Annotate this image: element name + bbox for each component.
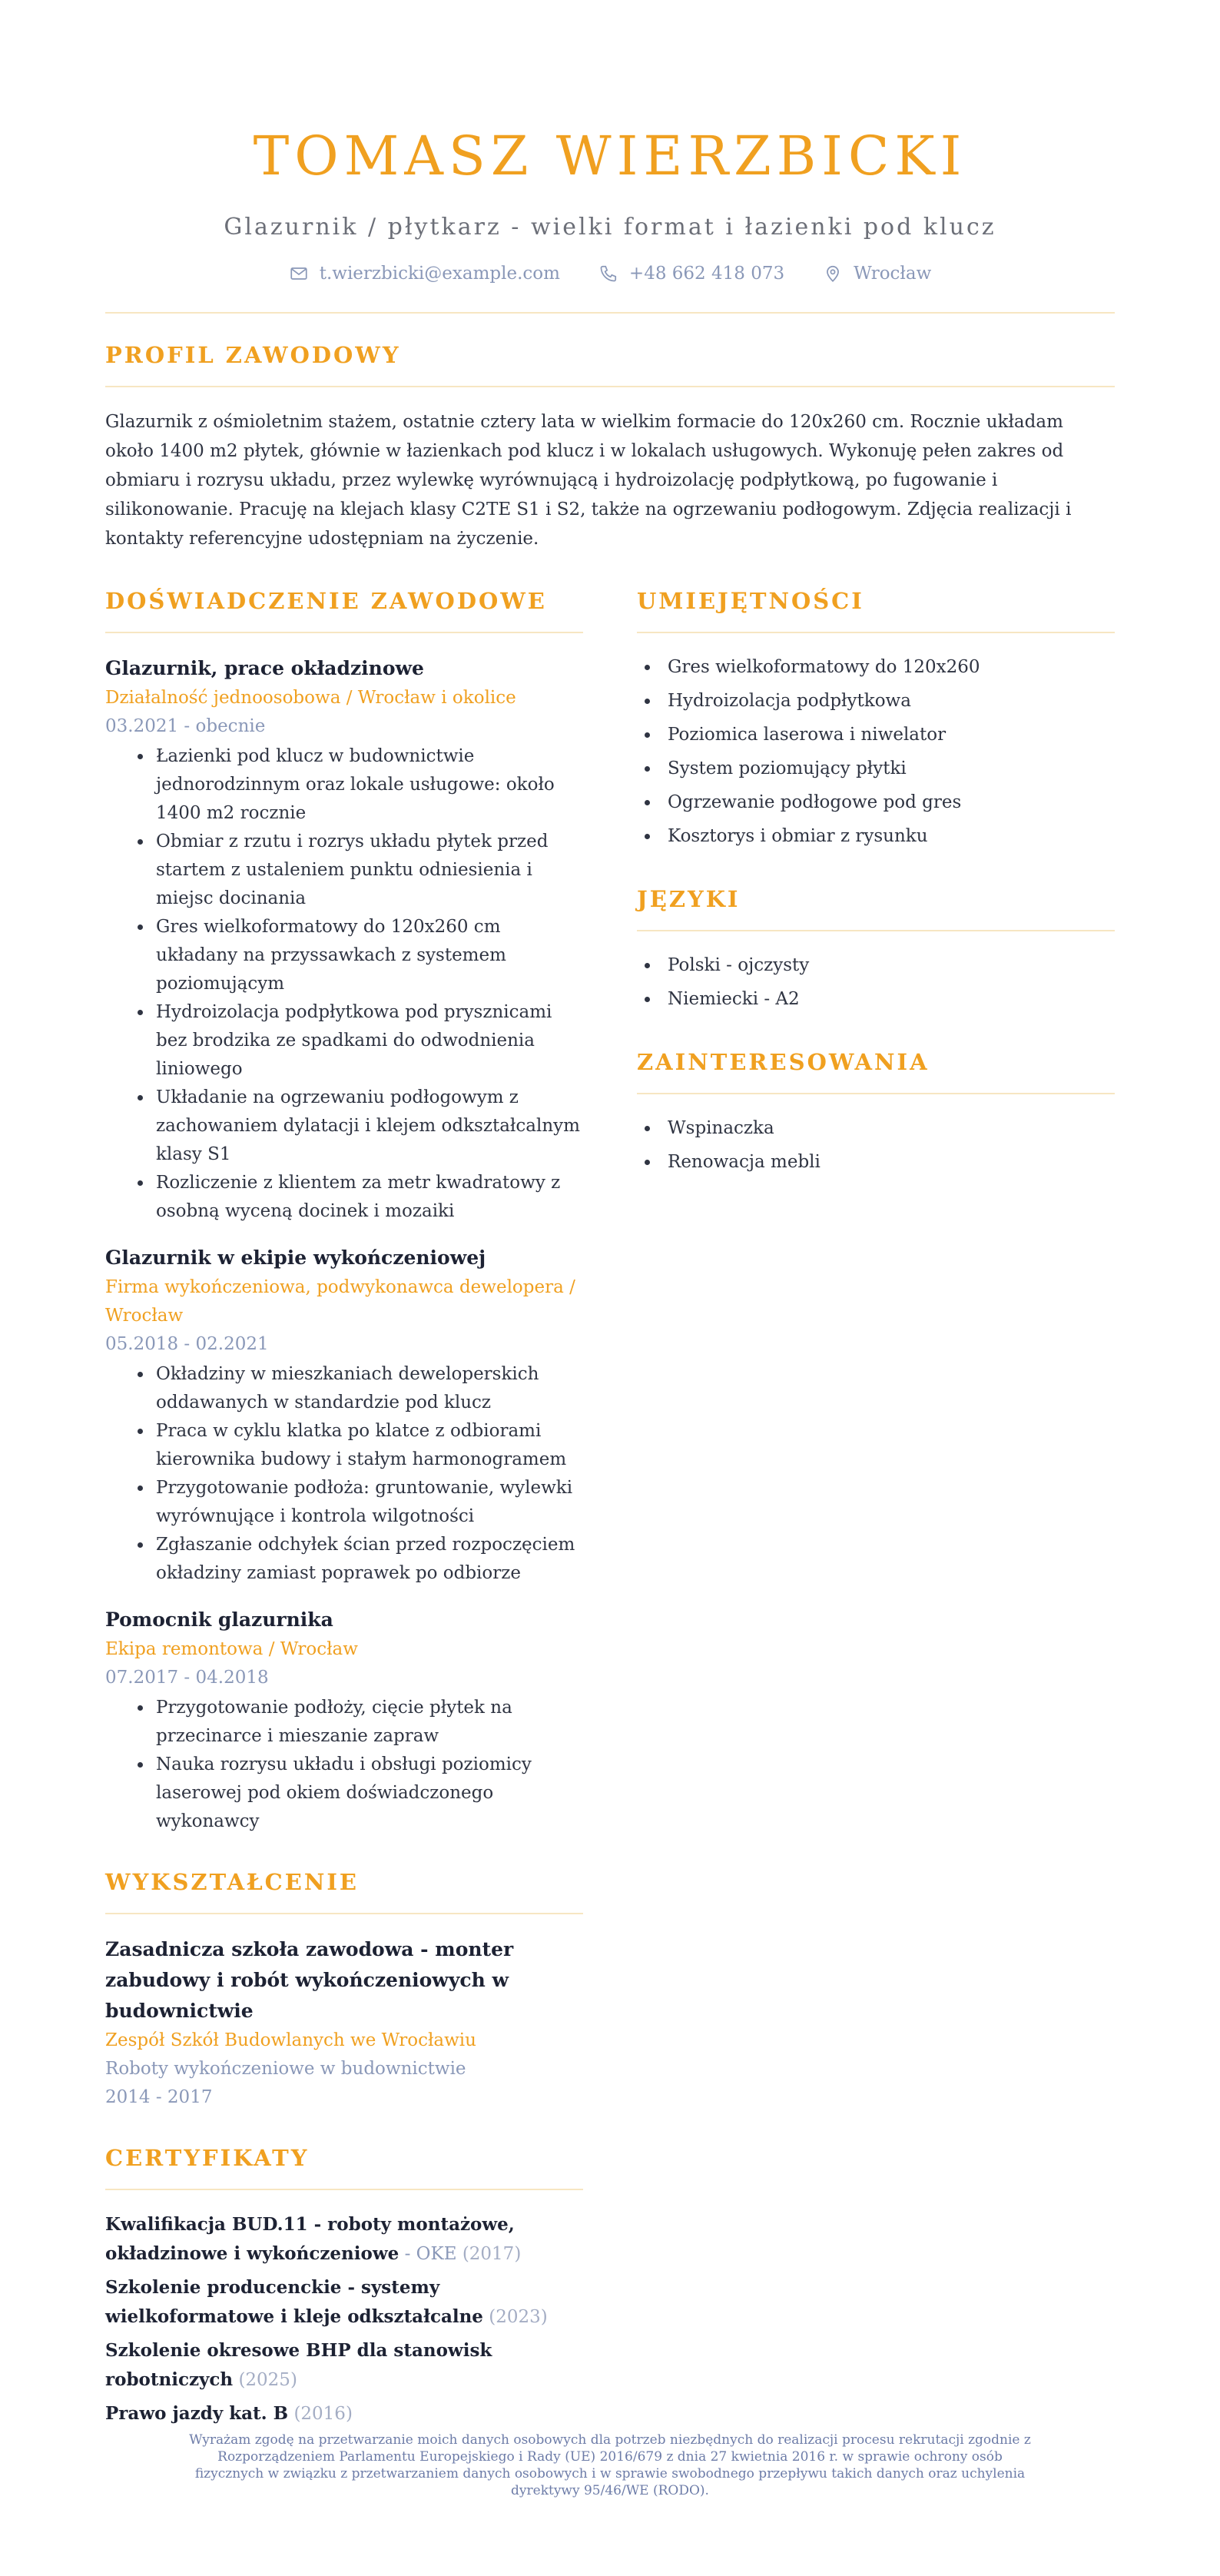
job-bullet: • Nauka rozrysu układu i obsługi poziomicy laserowej pod okiem doświadczonego wykonawcy	[153, 1751, 583, 1836]
section-divider	[105, 1913, 583, 1914]
certificate-item	[105, 2210, 583, 2269]
certificate-item	[105, 2399, 583, 2428]
resume-header	[105, 0, 1115, 314]
skill-item: • System poziomujący płytki	[660, 752, 1115, 785]
job-entry	[105, 1605, 583, 1836]
section-title-profile: PROFIL ZAWODOWY	[105, 342, 401, 368]
certificates-section	[105, 2143, 583, 2428]
language-item: • Niemiecki - A2	[660, 982, 1115, 1016]
candidate-headline: Glazurnik / płytkarz - wielki format i łazienki pod klucz	[224, 214, 996, 241]
location-pin-icon	[823, 264, 843, 284]
education-school: Zespół Szkół Budowlanych we Wrocławiu	[105, 2030, 476, 2050]
section-title-education: WYKSZTAŁCENIE	[105, 1869, 360, 1895]
education-degree: Zasadnicza szkoła zawodowa - monter zabudowy i robót wykończeniowych w budownictwie	[105, 1938, 514, 2022]
job-title: Glazurnik w ekipie wykończeniowej	[105, 1247, 486, 1269]
languages-section	[637, 884, 1115, 1016]
section-title-certificates: CERTYFIKATY	[105, 2145, 310, 2171]
section-title-experience: DOŚWIADCZENIE ZAWODOWE	[105, 588, 547, 614]
section-divider	[637, 1093, 1115, 1094]
section-title-skills: UMIEJĘTNOŚCI	[637, 588, 864, 614]
skill-list	[637, 650, 1115, 853]
left-column	[105, 586, 583, 2433]
skill-item: • Ogrzewanie podłogowe pod gres	[660, 785, 1115, 819]
skill-item: • Hydroizolacja podpłytkowa	[660, 684, 1115, 718]
job-bullet: • Układanie na ogrzewaniu podłogowym z zachowaniem dylatacji i klejem odkształcalnym klasy S1	[153, 1084, 583, 1169]
mail-icon	[289, 264, 309, 284]
job-bullet: • Przygotowanie podłoża: gruntowanie, wylewki wyrównujące i kontrola wilgotności	[153, 1474, 583, 1531]
language-item: • Polski - ojczysty	[660, 948, 1115, 982]
job-company: Działalność jednoosobowa / Wrocław i okolice	[105, 688, 516, 708]
job-dates: 03.2021 - obecnie	[105, 716, 266, 736]
job-dates: 07.2017 - 04.2018	[105, 1668, 269, 1688]
interest-item: • Wspinaczka	[660, 1111, 1115, 1145]
job-bullet: • Hydroizolacja podpłytkowa pod prysznicami bez brodzika ze spadkami do odwodnienia liniowego	[153, 998, 583, 1084]
contact-location	[823, 261, 931, 286]
skill-item: • Poziomica laserowa i niwelator	[660, 718, 1115, 752]
two-column-layout	[105, 586, 1115, 2433]
job-title: Pomocnik glazurnika	[105, 1608, 333, 1631]
section-title-languages: JĘZYKI	[637, 886, 741, 912]
job-company: Firma wykończeniowa, podwykonawca dewelopera / Wrocław	[105, 1277, 575, 1326]
section-title-interests: ZAINTERESOWANIA	[637, 1049, 930, 1075]
language-list	[637, 948, 1115, 1016]
job-bullet: • Praca w cyklu klatka po klatce z odbiorami kierownika budowy i stałym harmonogramem	[153, 1417, 583, 1474]
job-bullet: • Przygotowanie podłoży, cięcie płytek na przecinarce i mieszanie zapraw	[153, 1694, 583, 1751]
email-text: t.wierzbicki@example.com	[319, 264, 560, 284]
education-dates: 2014 - 2017	[105, 2087, 213, 2107]
section-divider	[637, 930, 1115, 931]
interest-item: • Renowacja mebli	[660, 1145, 1115, 1179]
job-bullets	[105, 1694, 583, 1836]
certificate-year: (2017)	[462, 2244, 522, 2264]
job-bullet: • Rozliczenie z klientem za metr kwadratowy z osobną wyceną docinek i mozaiki	[153, 1169, 583, 1226]
experience-section	[105, 586, 583, 1836]
skill-item: • Kosztorys i obmiar z rysunku	[660, 819, 1115, 853]
job-bullet: • Okładziny w mieszkaniach deweloperskich oddawanych w standardzie pod klucz	[153, 1360, 583, 1417]
job-bullet: • Zgłaszanie odchyłek ścian przed rozpoczęciem okładziny zamiast poprawek po odbiorze	[153, 1531, 583, 1588]
contact-email[interactable]	[289, 261, 560, 286]
certificate-name: Kwalifikacja BUD.11 - roboty montażowe, okładzinowe i wykończeniowe	[105, 2214, 515, 2264]
skills-section	[637, 586, 1115, 853]
section-divider	[105, 632, 583, 633]
job-entry	[105, 1243, 583, 1588]
profile-text: Glazurnik z ośmioletnim stażem, ostatnie cztery lata w wielkim formacie do 120x260 cm. Rocznie układam około 1400 m2 płytek, głównie w łazienkach pod klucz i w lokalach usługowych. Wykonuję pełen zakres od obmiaru i rozrysu układu, przez wylewkę wyrównującą i hydroizolację podpłytkową, po fugowanie i silikonowanie. Pracuję na klejach klasy C2TE S1 i S2, także na ogrzewaniu podłogowym. Zdjęcia realizacji i kontakty referencyjne udostępniam na życzenie.	[105, 412, 1072, 549]
certificate-year: (2016)	[293, 2404, 353, 2424]
education-field: Roboty wykończeniowe w budownictwie	[105, 2059, 466, 2079]
education-entry	[105, 1934, 583, 2112]
right-column	[637, 586, 1115, 2433]
experience-list	[105, 653, 583, 1836]
certificate-year: (2023)	[489, 2307, 548, 2327]
candidate-name: TOMASZ WIERZBICKI	[253, 124, 967, 188]
certificate-name: Szkolenie producenckie - systemy wielkoformatowe i kleje odkształcalne	[105, 2277, 483, 2327]
interests-section	[637, 1047, 1115, 1179]
job-bullet: • Obmiar z rzutu i rozrys układu płytek przed startem z ustaleniem punktu odniesienia i miejsc docinania	[153, 828, 583, 913]
certificate-item	[105, 2273, 583, 2332]
education-section	[105, 1867, 583, 2112]
job-bullet: • Łazienki pod klucz w budownictwie jednorodzinnym oraz lokale usługowe: około 1400 m2 rocznie	[153, 742, 583, 828]
header-divider	[105, 312, 1115, 314]
skill-item: • Gres wielkoformatowy do 120x260	[660, 650, 1115, 684]
job-company: Ekipa remontowa / Wrocław	[105, 1639, 358, 1659]
certificate-list	[105, 2210, 583, 2428]
job-dates: 05.2018 - 02.2021	[105, 1334, 269, 1354]
job-bullet: • Gres wielkoformatowy do 120x260 cm układany na przyssawkach z systemem poziomującym	[153, 913, 583, 998]
section-divider	[105, 386, 1115, 387]
phone-icon	[598, 264, 618, 284]
contact-bar	[105, 261, 1115, 286]
certificate-issuer: - OKE	[404, 2244, 457, 2264]
job-bullets	[105, 1360, 583, 1588]
job-bullets	[105, 742, 583, 1226]
certificate-item	[105, 2336, 583, 2395]
section-divider	[637, 632, 1115, 633]
section-divider	[105, 2189, 583, 2190]
certificate-name: Szkolenie okresowe BHP dla stanowisk robotniczych	[105, 2340, 492, 2390]
gdpr-consent-footer: Wyrażam zgodę na przetwarzanie moich danych osobowych dla potrzeb niezbędnych do realizacji procesu rekrutacji zgodnie z Rozporządzeniem Parlamentu Europejskiego i Rady (UE) 2016/679 z dnia 27 kwietnia 2016 r. w sprawie ochrony osób fizycznych w związku z przetwarzaniem danych osobowych i w sprawie swobodnego przepływu takich danych oraz uchylenia dyrektywy 95/46/WE (RODO).	[189, 2432, 1031, 2498]
certificate-year: (2025)	[238, 2370, 297, 2390]
job-title: Glazurnik, prace okładzinowe	[105, 657, 424, 679]
interest-list	[637, 1111, 1115, 1179]
phone-text: +48 662 418 073	[628, 264, 785, 284]
job-entry	[105, 653, 583, 1226]
certificate-name: Prawo jazdy kat. B	[105, 2403, 289, 2424]
location-text: Wrocław	[854, 264, 932, 284]
contact-phone[interactable]	[598, 261, 784, 286]
profile-section	[105, 340, 1115, 553]
